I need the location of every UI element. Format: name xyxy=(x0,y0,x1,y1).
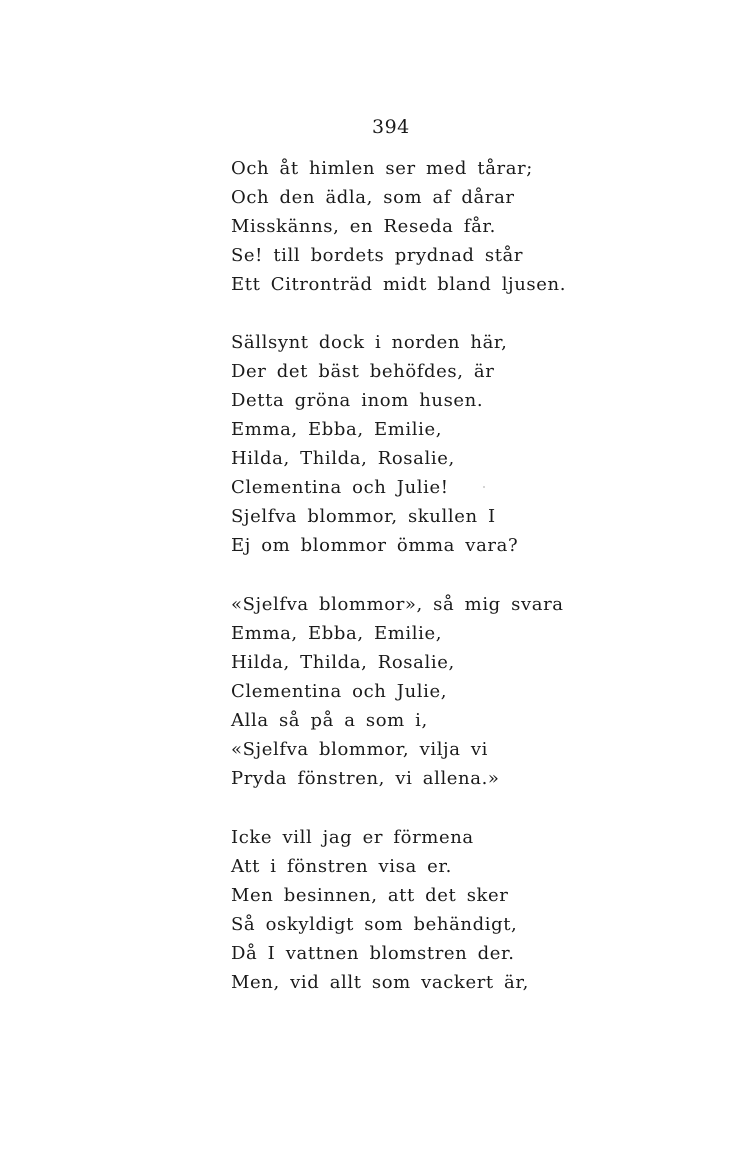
poem-line: Emma, Ebba, Emilie, xyxy=(231,419,443,440)
poem-line: Och åt himlen ser med tårar; xyxy=(231,158,533,179)
poem-line: Emma, Ebba, Emilie, xyxy=(231,623,443,644)
page-number: 394 xyxy=(372,116,410,138)
poem-line: Men besinnen, att det sker xyxy=(231,885,509,906)
poem-line: Misskänns, en Reseda får. xyxy=(231,216,496,237)
poem-line: Icke vill jag er förmena xyxy=(231,827,474,848)
poem-line: Clementina och Julie! xyxy=(231,477,449,498)
poem-line: Ej om blommor ömma vara? xyxy=(231,535,519,556)
poem-line: Och den ädla, som af dårar xyxy=(231,187,515,208)
poem-line: Hilda, Thilda, Rosalie, xyxy=(231,448,455,469)
paper-speck xyxy=(483,486,485,488)
poem-line: «Sjelfva blommor, vilja vi xyxy=(231,739,489,760)
poem-line: Pryda fönstren, vi allena.» xyxy=(231,768,500,789)
poem-line: Att i fönstren visa er. xyxy=(231,856,452,877)
poem-line: Ett Citronträd midt bland ljusen. xyxy=(231,274,567,295)
poem-line: Clementina och Julie, xyxy=(231,681,448,702)
poem-line: Se! till bordets prydnad står xyxy=(231,245,524,266)
poem-line: Då I vattnen blomstren der. xyxy=(231,943,515,964)
poem-line: Hilda, Thilda, Rosalie, xyxy=(231,652,455,673)
poem-line: Alla så på a som i, xyxy=(231,710,428,731)
poem-line: Men, vid allt som vackert är, xyxy=(231,972,529,993)
poem-line: Så oskyldigt som behändigt, xyxy=(231,914,518,935)
poem-line: Sjelfva blommor, skullen I xyxy=(231,506,496,527)
poem-line: Der det bäst behöfdes, är xyxy=(231,361,495,382)
poem-line: Sällsynt dock i norden här, xyxy=(231,332,508,353)
poem-line: Detta gröna inom husen. xyxy=(231,390,484,411)
poem-line: «Sjelfva blommor», så mig svara xyxy=(231,594,564,615)
